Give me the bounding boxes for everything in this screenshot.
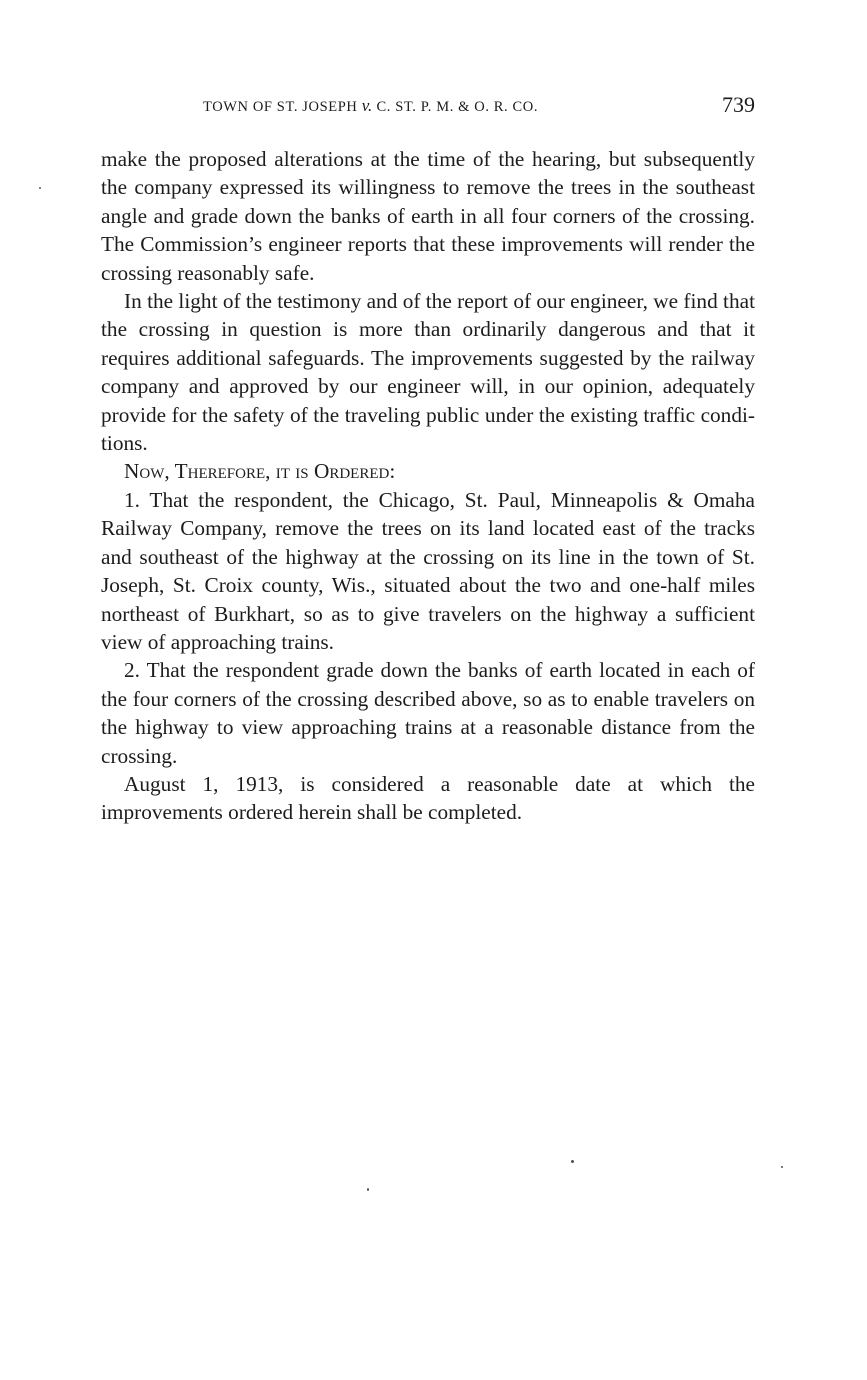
order-item-1: 1. That the respondent, the Chicago, St. Paul, Minneapolis & Omaha Railway Company, remove the trees on its land located east of the tracks and southeast of the highway at the crossing on its line in the town of St. Joseph, St. Croix county, Wis., situated about the two and one-half miles northeast of Burkhart, so as to give travelers on the highway a sufficient view of approaching trains. — [101, 487, 755, 654]
paragraph-completion-date: August 1, 1913, is considered a reasonable date at which the improvements ordered herein shall be completed. — [101, 771, 755, 825]
print-speck — [571, 1160, 574, 1163]
print-speck — [39, 187, 41, 189]
page-number: 739 — [722, 92, 755, 117]
paragraph-findings: In the light of the testimony and of the report of our engineer, we find that the crossing in question is more than ordinarily dangerous and that it requires additional safeguards. The improvements suggested by the railway company and approved by our engineer will, in our opinion, adequately provide for the safety of the traveling public under the existing traffic conditions. — [101, 289, 755, 456]
order-heading: Now, Therefore, it is Ordered: — [124, 459, 396, 484]
paragraph-continuation: make the proposed alterations at the time of the hearing, but subsequently the company expressed its willingness to remove the trees in the southeast angle and grade down the banks of earth in all four corners of the crossing. The Commission’s engineer reports that these improvements will render the crossing reasonably safe. — [101, 147, 755, 285]
body-text — [101, 145, 755, 827]
order-item-2: 2. That the respondent grade down the banks of earth located in each of the four corners of the crossing described above, so as to enable travelers on the highway to view approaching trains at a reasonable distance from the crossing. — [101, 658, 755, 768]
running-title-start: TOWN OF ST. JOSEPH — [203, 99, 362, 115]
running-title-end: C. ST. P. M. & O. R. CO. — [372, 99, 539, 115]
running-head — [100, 92, 755, 120]
running-title — [203, 96, 538, 116]
running-title-versus: v. — [361, 96, 373, 115]
print-speck — [367, 1188, 369, 1191]
print-speck — [781, 1166, 783, 1168]
